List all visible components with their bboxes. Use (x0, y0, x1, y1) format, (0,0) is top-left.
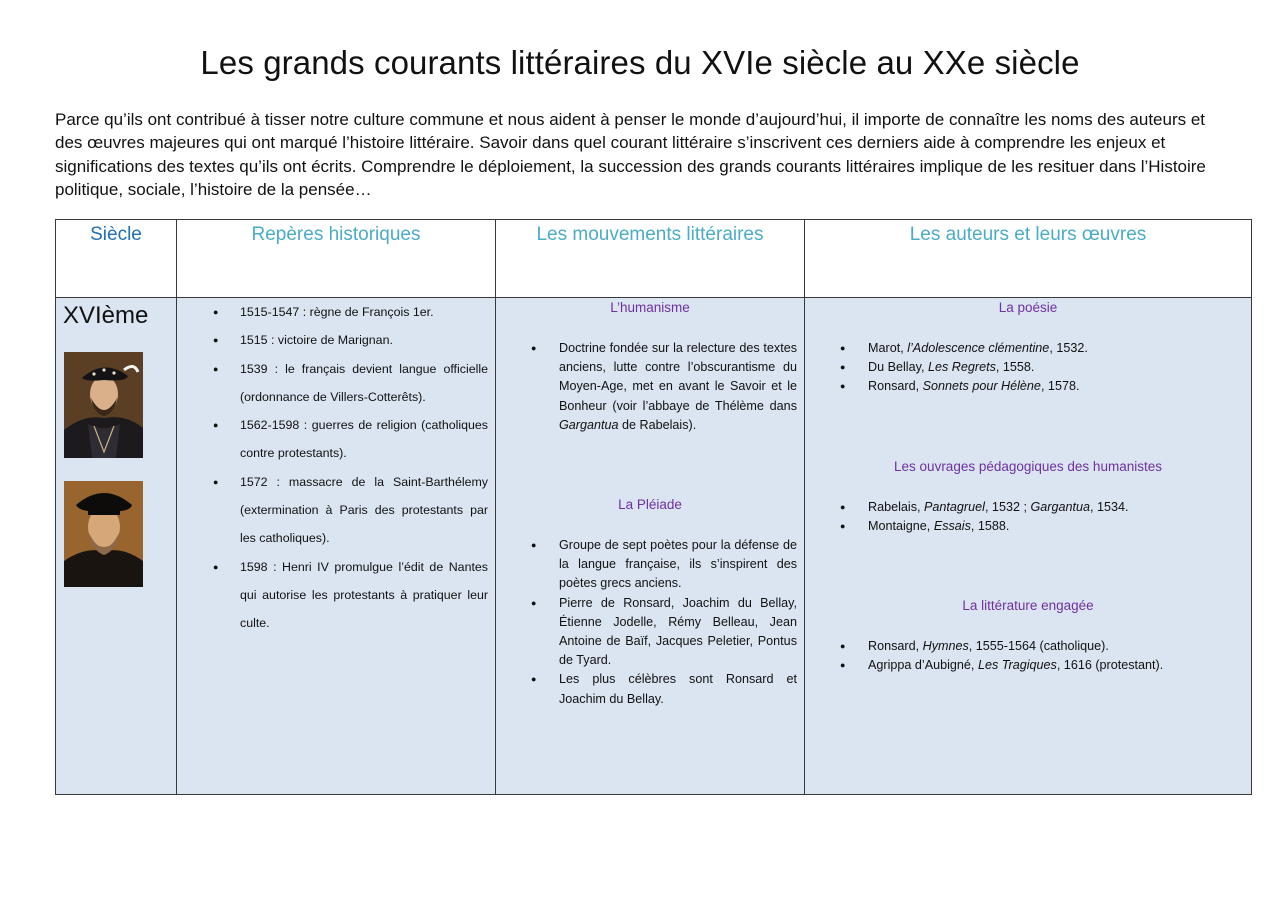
pleiade-item: ● Groupe de sept poètes pour la défense de la langue française, ils s’inspirent des poètes grecs anciens. (496, 536, 804, 594)
header-auteurs-oeuvres: Les auteurs et leurs œuvres (805, 220, 1252, 298)
portrait-rabelais (64, 481, 143, 587)
header-siecle: Siècle (56, 220, 177, 298)
literary-movements-table (55, 219, 1252, 795)
work-title: Les Tragiques (977, 658, 1057, 673)
intro-paragraph: Parce qu’ils ont contribué à tisser notre culture commune et nous aident à penser le monde d’aujourd’hui, il importe de connaître les noms des auteurs et des œuvres majeures qui ont marqué l’histoire littéraire. Savoir dans quel courant littéraire s’inscrivent ces derniers aide à comprendre les enjeux et significations des textes qu’ils ont écrits. Comprendre le déploiement, la succession des grands courants littéraires implique de les resituer dans l’Histoire politique, sociale, l’histoire de la pensée… (55, 110, 1206, 199)
work-title: Sonnets pour Hélène (922, 379, 1041, 394)
work-title: Gargantua (559, 417, 619, 432)
century-label: XVIème (63, 302, 149, 329)
author-name: Ronsard, (868, 379, 923, 394)
work-year: , 1532 ; (984, 499, 1031, 514)
engagee-item (805, 656, 1251, 675)
author-name: Ronsard, (868, 639, 923, 654)
section-title-pleiade: La Pléiade (618, 497, 682, 513)
work-year: , 1616 (protestant). (1056, 658, 1164, 673)
humanisme-text-end: de Rabelais). (618, 417, 697, 432)
section-title-litterature-engagee: La littérature engagée (962, 598, 1094, 614)
author-name: Marot, (868, 341, 908, 355)
humanisme-text: Doctrine fondée sur la relecture des textes anciens, lutte contre l’obscurantisme du Moyen-Age, met en avant le Savoir et le Bonheur (voir l’abbaye de Thélème dans (559, 341, 797, 413)
work-year: , 1555-1564 (catholique). (968, 639, 1109, 654)
poesie-item (805, 377, 1251, 396)
work-title: Les Regrets (927, 360, 996, 375)
header-mouvements-litteraires: Les mouvements littéraires (496, 220, 805, 298)
humanisme-list (496, 339, 804, 435)
section-title-humanisme: L’humanisme (610, 300, 690, 315)
work-title: Hymnes (922, 639, 969, 654)
humanisme-item (496, 339, 804, 435)
poesie-list (805, 339, 1251, 397)
section-title-ouvrages-pedagogiques: Les ouvrages pédagogiques des humanistes (894, 458, 1162, 474)
work-title: Essais (933, 518, 971, 533)
history-cell (177, 298, 496, 795)
work-year: , 1532. (1049, 341, 1088, 355)
author-name: Agrippa d’Aubigné, (868, 658, 978, 673)
author-name: Montaigne, (868, 518, 934, 533)
history-item: ● 1515-1547 : règne de François 1er. (177, 298, 488, 326)
history-item: ● 1598 : Henri IV promulgue l’édit de Nantes qui autorise les protestants à pratiquer leur culte. (177, 553, 488, 638)
table-row-xvi (56, 298, 1252, 795)
pedagogie-item (805, 498, 1251, 517)
pleiade-list (496, 536, 804, 709)
work-title: Pantagruel (924, 499, 985, 514)
history-item: ● 1562-1598 : guerres de religion (catholiques contre protestants). (177, 411, 488, 468)
work-year: , 1588. (970, 518, 1010, 533)
pleiade-item: ● Les plus célèbres sont Ronsard et Joachim du Bellay. (496, 670, 804, 708)
poesie-item (805, 339, 1251, 358)
work-year: , 1578. (1040, 379, 1080, 394)
pedagogie-list (805, 498, 1251, 536)
section-title-poesie: La poésie (998, 300, 1058, 315)
century-cell (56, 298, 177, 795)
authors-cell (805, 298, 1252, 795)
page-title: Les grands courants littéraires du XVIe siècle au XXe siècle (200, 44, 1080, 81)
history-list (177, 298, 495, 638)
author-name: Rabelais, (868, 499, 925, 514)
work-year: , 1558. (995, 360, 1035, 375)
work-title: Gargantua (1030, 499, 1090, 514)
author-name: Du Bellay, (868, 360, 928, 375)
table-header-row (56, 220, 1252, 298)
portrait-francois-ier (64, 352, 143, 458)
poesie-item (805, 358, 1251, 377)
history-item: ● 1539 : le français devient langue officielle (ordonnance de Villers-Cotterêts). (177, 355, 488, 412)
history-item: ● 1515 : victoire de Marignan. (177, 326, 488, 354)
pleiade-item: ● Pierre de Ronsard, Joachim du Bellay, Étienne Jodelle, Rémy Belleau, Jean Antoine de Baïf, Jacques Peletier, Pontus de Tyard. (496, 594, 804, 671)
work-title: l’Adolescence clémentine (907, 341, 1050, 355)
work-year: , 1534. (1089, 499, 1129, 514)
engagee-item (805, 637, 1251, 656)
movements-cell (496, 298, 805, 795)
history-item: ● 1572 : massacre de la Saint-Barthélemy (extermination à Paris des protestants par les catholiques). (177, 468, 488, 553)
pedagogie-item (805, 517, 1251, 536)
header-reperes-historiques: Repères historiques (177, 220, 496, 298)
engagee-list (805, 637, 1251, 675)
